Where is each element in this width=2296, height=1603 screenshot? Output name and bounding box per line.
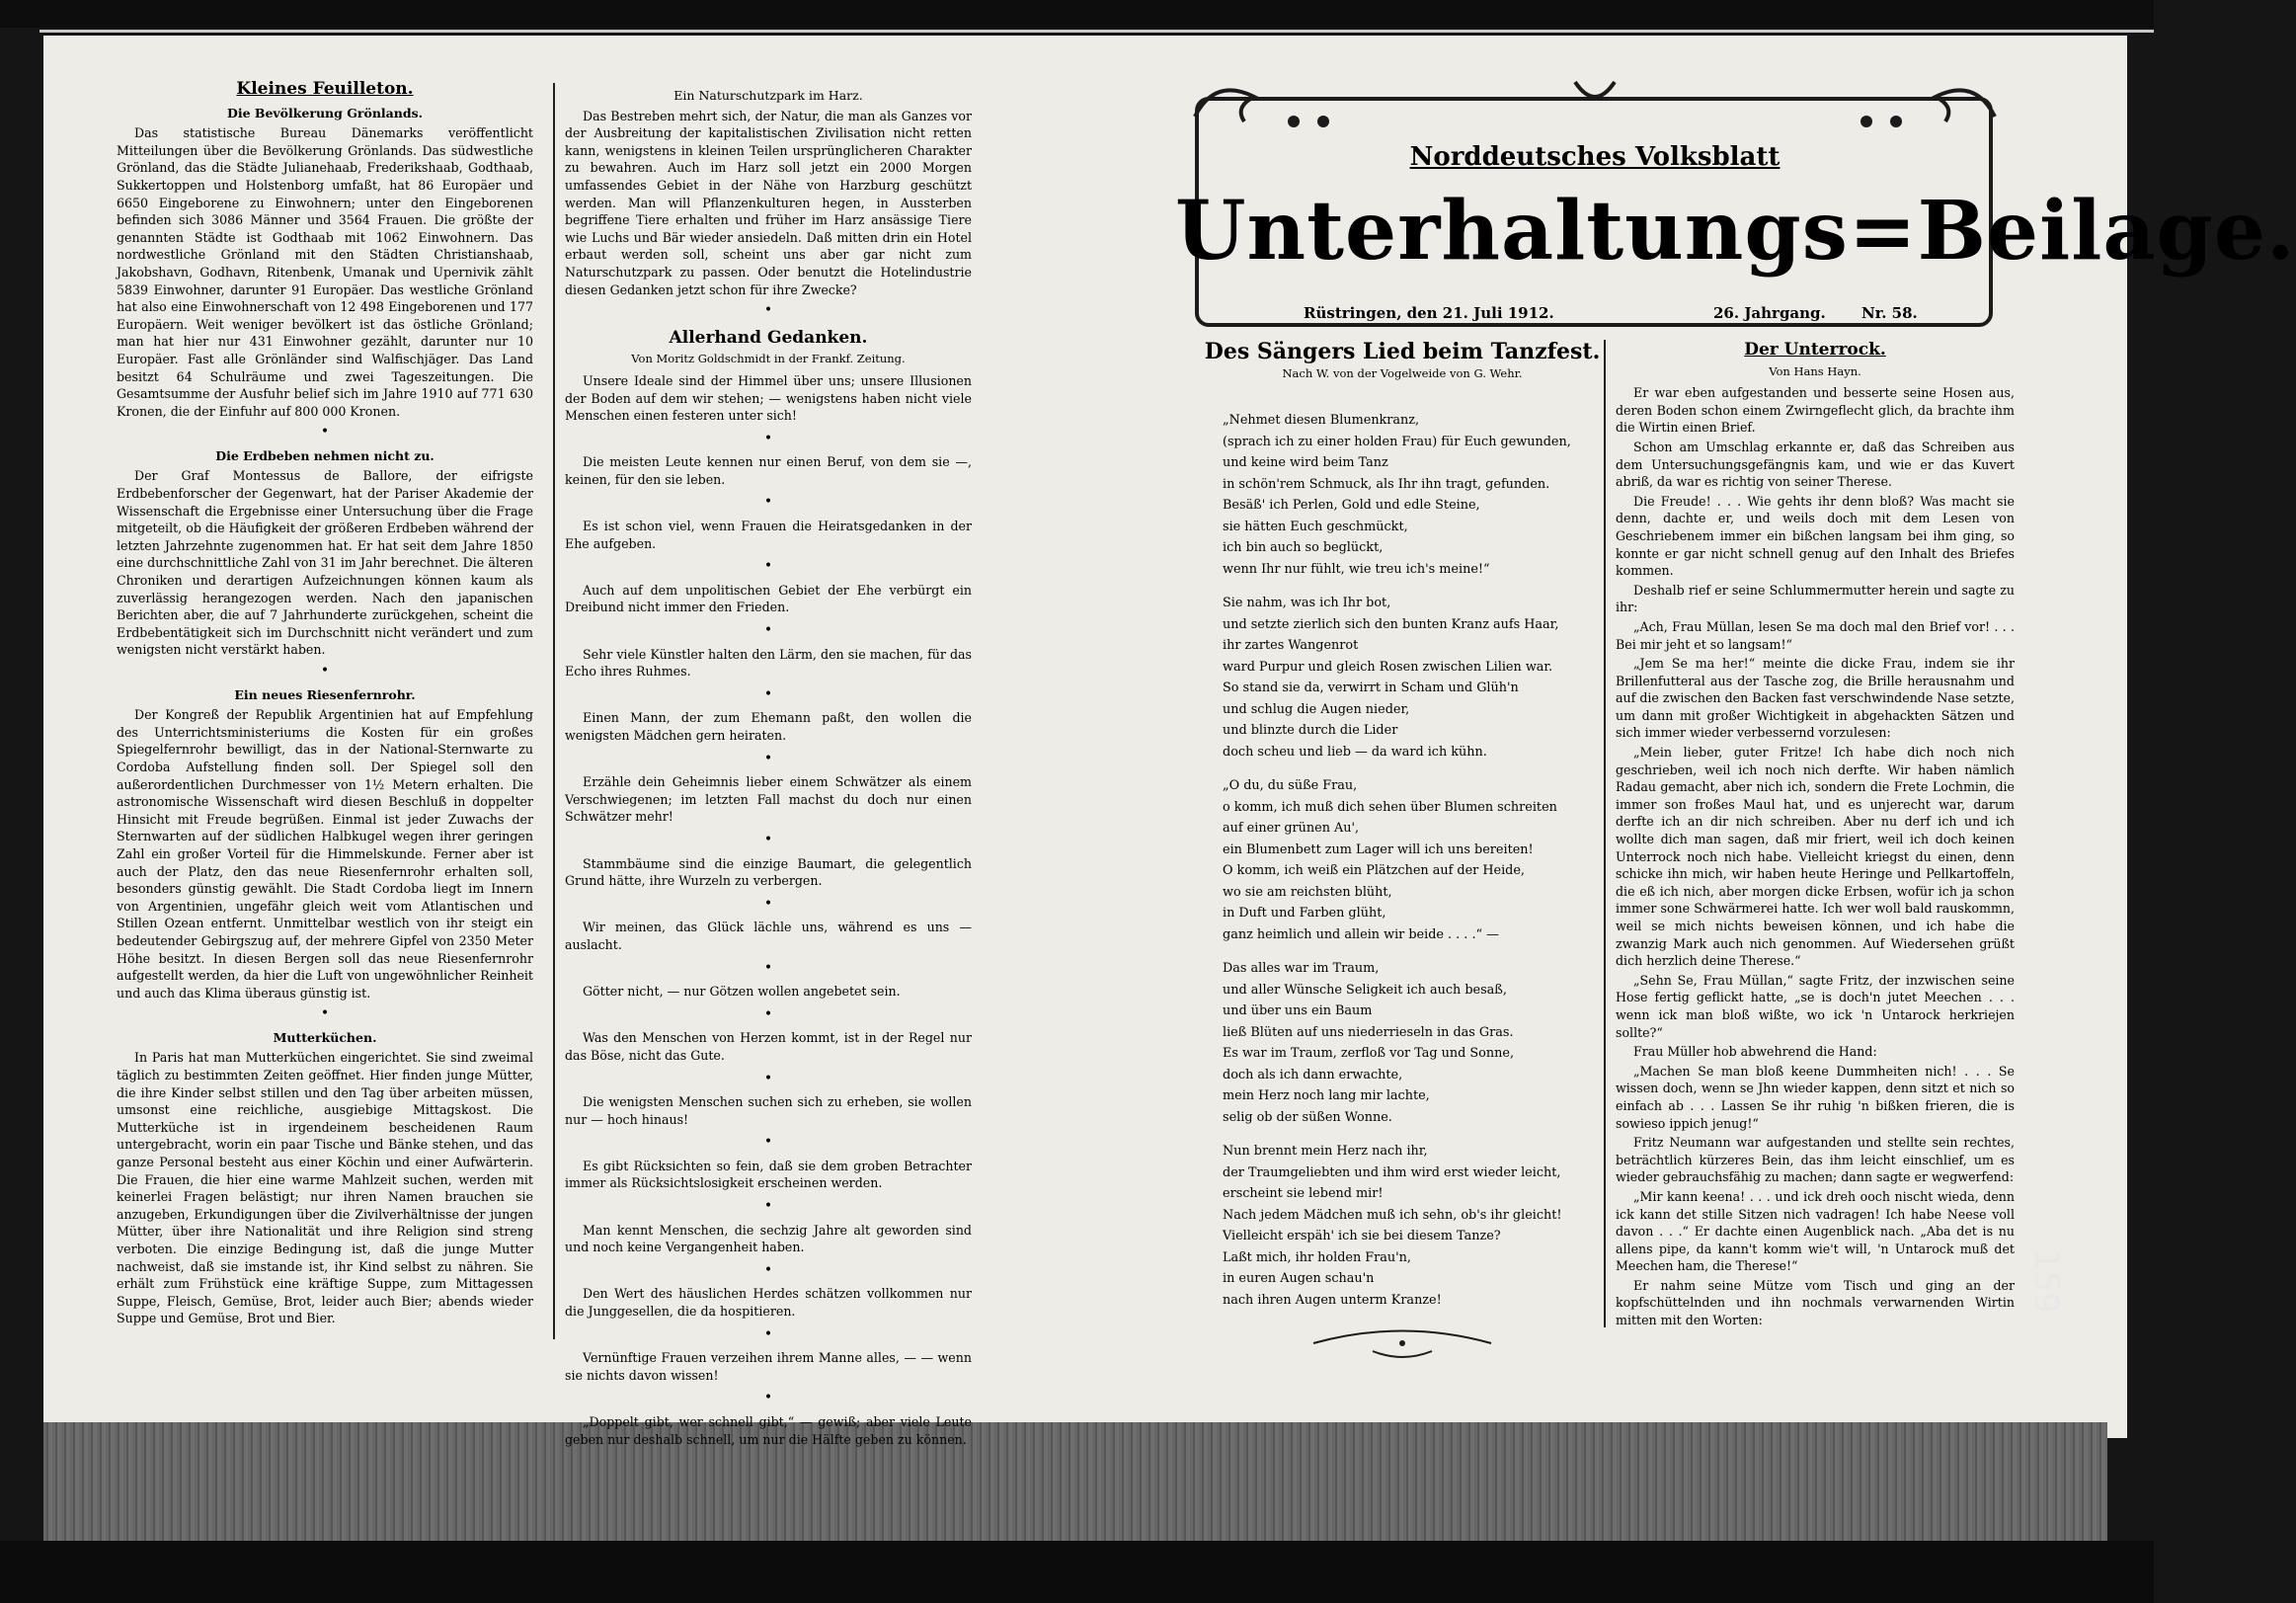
article-body: In Paris hat man Mutterküchen eingerichtet. Sie sind zweimal täglich zu bestimmten Zeiten geöffnet. Hier finden junge Mütter, die ihre Kinder selbst stillen und den Tag über arbeiten müssen, umsonst eine reichliche, ausgiebige Mittagskost. Die Mutterküche ist in irgendeinem bescheidenen Raum untergebracht, worin ein paar Tische und Bänke stehen, und das ganze Personal besteht aus einer Köchin und einer Aufwärterin. Die Frauen, die hier eine warme Mahlzeit suchen, werden mit keinerlei Fragen belästigt; nur ihren Namen brauchen sie anzugeben, Erkundigungen über die Zivilverhältnisse der jungen Mütter, über ihre Nationalität und ihre Religion sind streng verboten. Die einzige Bedingung ist, daß die junge Mutter nachweist, daß sie imstande ist, ihr Kind selbst zu nähren. Sie erhält zum Frühstück eine kräftige Suppe, zum Mittagessen Suppe, Fleisch, Gemüse, Brot, leider auch Bier; abends wieder Suppe und Gemüse, Brot und Bier. <box>117 1050 533 1326</box>
poem-line: O komm, ich weiß ein Plätzchen auf der Heide, <box>1223 863 1525 879</box>
masthead <box>1175 57 2296 344</box>
separator-dot: • <box>320 424 330 441</box>
thought-item: Wir meinen, das Glück lächle uns, während es uns — auslacht. <box>565 920 972 952</box>
volume: 26. Jahrgang. <box>1713 304 1826 322</box>
story-paragraph: „Ach, Frau Müllan, lesen Se ma doch mal den Brief vor! . . . Bei mir jeht et so langsam!“ <box>1616 618 2015 652</box>
poem-line: (sprach ich zu einer holden Frau) für Euch gewunden, <box>1223 434 1571 449</box>
stanza <box>1223 775 1602 945</box>
separator-dot: • <box>320 1005 330 1022</box>
section-header: Kleines Feuilleton. <box>236 79 414 99</box>
place-date: Rüstringen, den 21. Juli 1912. <box>1304 304 1554 322</box>
column-feuilleton <box>117 81 533 1329</box>
poem-line: Vielleicht erspäh' ich sie bei diesem Tanze? <box>1223 1229 1501 1244</box>
masthead-title: Unterhaltungs=Beilage. <box>1175 184 2296 279</box>
poem-line: ward Purpur und gleich Rosen zwischen Lilien war. <box>1223 659 1553 675</box>
story-paragraph: „Jem Se ma her!“ meinte die dicke Frau, indem sie ihr Brillenfutteral aus der Tasche zog, die Brille herausnahm und auf die zwischen den Backen fast verschwindende Nase setzte, um dann mit großer Wichtigkeit in abgehackten Sätzen und sich immer wieder verbessernd vorzulesen: <box>1616 656 2015 741</box>
thought-item: Es gibt Rücksichten so fein, daß sie dem groben Betrachter immer als Rücksichtslosigkeit erscheinen werden. <box>565 1158 972 1191</box>
thought-item: Vernünftige Frauen verzeihen ihrem Manne alles, — — wenn sie nichts davon wissen! <box>565 1350 972 1383</box>
separator-dot: • <box>763 1070 773 1086</box>
story-paragraph: „Machen Se man bloß keene Dummheiten nich! . . . Se wissen doch, wenn se Jhn wieder kappen, denn sitzt et nich so einfach ab . . . Lassen Se ihr ruhig 'n bißken frieren, die is sowieso ippich jenug!“ <box>1616 1063 2015 1131</box>
poem-line: sie hätten Euch geschmückt, <box>1223 519 1408 534</box>
stanza <box>1223 958 1602 1128</box>
separator-dot: • <box>763 959 773 976</box>
story-paragraph: Schon am Umschlag erkannte er, daß das Schreiben aus dem Untersuchungsgefängnis kam, und wie er das Kuvert abriß, da war es richtig von seiner Therese. <box>1616 439 2015 490</box>
scan-bottom-border <box>0 1541 2154 1603</box>
article-title: Mutterküchen. <box>273 1029 377 1045</box>
poem-line: und aller Wünsche Seligkeit ich auch besaß, <box>1223 982 1507 998</box>
thought-item: Es ist schon viel, wenn Frauen die Heiratsgedanken in der Ehe aufgeben. <box>565 519 972 551</box>
byline: Von Moritz Goldschmidt in der Frankf. Zeitung. <box>631 352 906 366</box>
separator-dot: • <box>763 1261 773 1278</box>
article-body: Das Bestreben mehrt sich, der Natur, die man als Ganzes vor der Ausbreitung der kapitalistischen Zivilisation nicht retten kann, wenigstens in kleinen Teilen ursprünglicheren Charakter zu bewahren. Auch im Harz soll jetzt ein 2000 Morgen umfassendes Gebiet in der Nähe von Harzburg geschützt werden. Man will Pflanzenkulturen hegen, in Aussterben begriffene Tiere erhalten und früher im Harz ansässige Tiere wie Luchs und Bär wieder ansiedeln. Daß mitten drin ein Hotel erbaut werden soll, scheint uns aber gar nicht zum Naturschutzpark zu passen. Oder benutzt die Hotelindustrie diesen Gedanken jetzt schon für ihre Zwecke? <box>565 108 972 297</box>
poem-line: Sie nahm, was ich Ihr bot, <box>1223 596 1391 611</box>
stanza <box>1223 410 1602 580</box>
separator-dot: • <box>320 663 330 679</box>
column-story <box>1616 342 2015 1331</box>
poem-line: Nach jedem Mädchen muß ich sehn, ob's ihr gleicht! <box>1223 1207 1562 1223</box>
poem-line: „O du, du süße Frau, <box>1223 778 1358 794</box>
stanza <box>1223 1141 1602 1311</box>
separator-dot: • <box>763 558 773 575</box>
separator-dot: • <box>763 685 773 702</box>
separator-dot: • <box>763 430 773 446</box>
story-paragraph: Deshalb rief er seine Schlummermutter herein und sagte zu ihr: <box>1616 582 2015 615</box>
poem-line: So stand sie da, verwirrt in Scham und Glüh'n <box>1223 681 1519 696</box>
thought-item: Was den Menschen von Herzen kommt, ist in der Regel nur das Böse, nicht das Gute. <box>565 1030 972 1063</box>
poem-line: Laßt mich, ihr holden Frau'n, <box>1223 1249 1411 1265</box>
article-title: Ein Naturschutzpark im Harz. <box>673 88 863 103</box>
article-body: Das statistische Bureau Dänemarks veröffentlicht Mitteilungen über die Bevölkerung Grönlands. Das südwestliche Grönland, das die Städte Julianehaab, Frederikshaab, Godthaab, Sukkertoppen und Holstenborg umfaßt, hat 86 Europäer und 6650 Eingeborene zu Einwohnern; unter den Eingeborenen befinden sich 3086 Männer und 3564 Frauen. Die größte der genannten Städte ist Godthaab mit 1062 Einwohnern. Das nordwestliche Grönland mit den Städten Christianshaab, Jakobshavn, Godhavn, Ritenbenk, Umanak und Upernivik zählt 5839 Einwohner, darunter 91 Europäer. Das westliche Grönland hat also eine Einwohnerschaft von 12 498 Eingeborenen und 177 Europäern. Weit weniger bevölkert ist das östliche Grönland; man hat hier nur 431 Einwohner gezählt, darunter nur 10 Europäer. Fast alle Grönländer sind Walfischjäger. Das Land besitzt 64 Schulräume und zwei Tageszeitungen. Die Gesamtsumme der Ausfuhr belief sich im Jahre 1910 auf 771 630 Kronen, die der Einfuhr auf 800 000 Kronen. <box>117 125 533 419</box>
poem-line: ich bin auch so beglückt, <box>1223 540 1384 556</box>
story-paragraph: Frau Müller hob abwehrend die Hand: <box>1633 1044 1877 1060</box>
poem-line: doch als ich dann erwachte, <box>1223 1067 1403 1082</box>
poem-line: auf einer grünen Au', <box>1223 821 1360 837</box>
thought-item: Man kennt Menschen, die sechzig Jahre alt geworden sind und noch keine Vergangenheit haben. <box>565 1222 972 1255</box>
poem-line: „Nehmet diesen Blumenkranz, <box>1223 413 1420 429</box>
poem-line: in euren Augen schau'n <box>1223 1271 1375 1287</box>
separator-dot: • <box>763 494 773 511</box>
poem-line: wenn Ihr nur fühlt, wie treu ich's meine!“ <box>1223 561 1490 577</box>
article-title: Die Bevölkerung Grönlands. <box>227 105 423 120</box>
story-paragraph: Die Freude! . . . Wie gehts ihr denn bloß? Was macht sie denn, dachte er, und weils doch mit dem Lesen von Geschriebenem immer ein bißchen langsam bei ihm ging, so konnte er gar nicht schnell genug auf den Inhalt des Briefes kommen. <box>1616 493 2015 579</box>
issue-number: Nr. 58. <box>1861 304 1918 322</box>
column-thoughts <box>565 81 972 1450</box>
column-rule <box>553 83 555 1339</box>
poem-line: und schlug die Augen nieder, <box>1223 701 1410 717</box>
article-title: Ein neues Riesenfernrohr. <box>234 686 416 702</box>
poem-line: in schön'rem Schmuck, als Ihr ihn tragt, gefunden. <box>1223 476 1550 492</box>
poem-line: Das alles war im Traum, <box>1223 961 1380 977</box>
poem-line: erscheint sie lebend mir! <box>1223 1186 1384 1202</box>
poem-line: Nun brennt mein Herz nach ihr, <box>1223 1144 1428 1160</box>
poem-line: Besäß' ich Perlen, Gold und edle Steine, <box>1223 498 1480 514</box>
thought-item: Den Wert des häuslichen Herdes schätzen vollkommen nur die Junggesellen, die da hospitieren. <box>565 1286 972 1320</box>
poem-line: und keine wird beim Tanz <box>1223 455 1388 471</box>
story-paragraph: Er nahm seine Mütze vom Tisch und ging an der kopfschüttelnden und ihn nochmals verwarnenden Wirtin mitten mit den Worten: <box>1616 1277 2015 1328</box>
poem-line: doch scheu und lieb — da ward ich kühn. <box>1223 744 1487 760</box>
poem-line: mein Herz noch lang mir lachte, <box>1223 1088 1430 1104</box>
article-body: Der Kongreß der Republik Argentinien hat auf Empfehlung des Unterrichtsministeriums die Kosten für ein großes Spiegelfernrohr bewilligt, das in der National-Sternwarte zu Cordoba Aufstellung finden soll. Der Spiegel soll den außerordentlichen Durchmesser von 1½ Metern erhalten. Die astronomische Wissenschaft wird diesen Beschluß in doppelter Hinsicht mit Freude begrüßen. Einmal ist jeder Zuwachs der Sternwarten auf der südlichen Halbkugel wegen ihrer geringen Zahl ein großer Vorteil für die Himmelskunde. Ferner aber ist auch der Platz, den das neue Riesenfernrohr erhalten soll, besonders günstig gewählt. Die Stadt Cordoba liegt im Innern von Argentinien, ungefähr gleich weit vom Atlantischen und Stillen Ozean entfernt. Unmittelbar westlich von ihr steigt ein bedeutender Gebirgszug auf, der mehrere Gipfel von 2350 Meter Höhe besitzt. In diesen Bergen soll das neue Riesenfernrohr aufgestellt werden, da hier die Luft von ungewöhnlicher Reinheit und auch das Klima überaus günstig ist. <box>117 707 533 1001</box>
poem-line: ganz heimlich und allein wir beide . . . .“ — <box>1223 926 1499 942</box>
poem-line: und blinzte durch die Lider <box>1223 723 1398 739</box>
paper-name: Norddeutsches Volksblatt <box>1409 142 1781 172</box>
story-body <box>1616 384 2015 1328</box>
poem-line: o komm, ich muß dich sehen über Blumen schreiten <box>1223 799 1557 815</box>
separator-dot: • <box>763 1198 773 1215</box>
thought-item: Erzähle dein Geheimnis lieber einem Schwätzer als einem Verschwiegenen; im letzten Fall machst du doch nur einen Schwätzer mehr! <box>565 774 972 825</box>
separator-dot: • <box>763 1134 773 1151</box>
thought-item: Unsere Ideale sind der Himmel über uns; unsere Illusionen der Boden auf dem wir stehen; — wenigstens haben nicht viele Menschen einen festeren unter sich! <box>565 372 972 424</box>
separator-dot: • <box>763 1390 773 1406</box>
story-title: Der Unterrock. <box>1744 340 1886 360</box>
separator-dot: • <box>763 895 773 912</box>
article-body: Der Graf Montessus de Ballore, der eifrigste Erdbebenforscher der Gegenwart, hat der Pariser Akademie der Wissenschaft die Ergebnisse einer Untersuchung über die Frage mitgeteilt, ob die Häufigkeit der größeren Erdbeben während der letzten Jahrzehnte zugenommen hat. Er hat seit dem Jahre 1850 eine durchschnittliche Zahl von 31 im Jahr berechnet. Die älteren Chroniken und derartigen Aufzeichnungen können kaum als zuverlässig herangezogen werden. Nach den japanischen Berichten aber, die auf 7 Jahrhunderte zurückgehen, scheint die Erdbebentätigkeit sich im Durchschnitt nicht verändert und zum wenigsten nicht verstärkt haben. <box>117 468 533 658</box>
article-title: Die Erdbeben nehmen nicht zu. <box>215 447 435 463</box>
poem-line: und setzte zierlich sich den bunten Kranz aufs Haar, <box>1223 616 1559 632</box>
byline: Nach W. von der Vogelweide von G. Wehr. <box>1282 365 1523 380</box>
poem-line: und über uns ein Baum <box>1223 1003 1373 1019</box>
thought-item: Götter nicht, — nur Götzen wollen angebetet sein. <box>583 984 901 1000</box>
scan-top-line <box>40 30 2154 33</box>
separator-dot: • <box>763 750 773 766</box>
thought-item: Einen Mann, der zum Ehemann paßt, den wollen die wenigsten Mädchen gern heiraten. <box>565 710 972 743</box>
story-paragraph: Er war eben aufgestanden und besserte seine Hosen aus, deren Boden schon einem Zwirngeflecht glich, da brachte ihm die Wirtin einen Brief. <box>1616 385 2015 436</box>
thought-item: Stammbäume sind die einzige Baumart, die gelegentlich Grund hätte, ihre Wurzeln zu verbergen. <box>565 855 972 889</box>
stanza <box>1223 593 1602 762</box>
scan-noise <box>43 1422 2107 1541</box>
ornament-icon <box>1304 1323 1501 1363</box>
thoughts-list <box>565 372 972 1448</box>
poem-line: in Duft und Farben glüht, <box>1223 906 1386 922</box>
scan-top-border <box>0 0 2154 28</box>
poem-line: nach ihren Augen unterm Kranze! <box>1223 1292 1442 1308</box>
poem-title: Des Sängers Lied beim Tanzfest. <box>1204 339 1601 364</box>
thought-item: „Doppelt gibt, wer schnell gibt,“ — gewiß; aber viele Leute geben nur deshalb schnell, um nur die Hälfte geben zu können. <box>565 1414 972 1447</box>
byline: Von Hans Hayn. <box>1769 363 1861 378</box>
poem-stanzas <box>1203 410 1602 1311</box>
page-number: 159 <box>2026 1249 2066 1314</box>
separator-dot: • <box>763 622 773 639</box>
separator-dot: • <box>763 1325 773 1342</box>
story-paragraph: Fritz Neumann war aufgestanden und stellte sein rechtes, beträchtlich kürzeres Bein, das ihm leicht einschlief, um es wieder gebrauchsfähig zu machen; dann sagte er wegwerfend: <box>1616 1135 2015 1185</box>
poem-line: ein Blumenbett zum Lager will ich uns bereiten! <box>1223 842 1534 857</box>
poem-line: ließ Blüten auf uns niederrieseln in das Gras. <box>1223 1024 1514 1040</box>
poem-line: ihr zartes Wangenrot <box>1223 638 1359 654</box>
column-poem <box>1203 339 1602 1363</box>
thought-item: Sehr viele Künstler halten den Lärm, den sie machen, für das Echo ihres Ruhmes. <box>565 646 972 680</box>
separator-dot: • <box>763 831 773 847</box>
article-title: Allerhand Gedanken. <box>669 327 868 348</box>
story-paragraph: „Mein lieber, guter Fritze! Ich habe dich noch nich geschrieben, weil ich noch nich derfte. Wir haben nämlich Radau gemacht, aber nich ich, sondern die Frete Lochmin, die immer son froßes Maul hat, und es unjerecht war, darum derfte ich an dir nich schreiben. Aber nu derf ich und ich wollte dich man sagen, daß mir friert, weil ich doch keinen Unterrock noch nich habe. Vielleicht kriegst du einen, denn schicke ihn mich, wir haben heute Heringe und Pellkartoffeln, die eß ich nich, aber morgen dicke Erbsen, wofür ich ja schon immer sone Schwärmerei hatte. Ich wer woll bald rauskommn, weil se mich nichts beweisen können, und ich habe die zwanzig Mark auch nich genommen. Auf Wiedersehen grüßt dich herzlich deine Therese.“ <box>1616 745 2015 969</box>
poem-line: Es war im Traum, zerfloß vor Tag und Sonne, <box>1223 1046 1515 1062</box>
thought-item: Die wenigsten Menschen suchen sich zu erheben, sie wollen nur — hoch hinaus! <box>565 1094 972 1127</box>
poem-line: selig ob der süßen Wonne. <box>1223 1109 1392 1125</box>
ornament-icon <box>1175 77 2015 136</box>
separator-dot: • <box>763 1005 773 1022</box>
poem-line: der Traumgeliebten und ihm wird erst wieder leicht, <box>1223 1164 1561 1180</box>
story-paragraph: „Mir kann keena! . . . und ick dreh ooch nischt wieda, denn ick kann det stille Sitzen nich vadragen! Ich habe Neese voll davon . . .“ Er dachte einen Augenblick nach. „Aba det is nu allens pipe, da kann't komm wie't will, 'n Untarock muß det Meechen ham, die Therese!“ <box>1616 1188 2015 1274</box>
poem-line: wo sie am reichsten blüht, <box>1223 884 1392 900</box>
thought-item: Die meisten Leute kennen nur einen Beruf, von dem sie —, keinen, für den sie leben. <box>565 454 972 487</box>
separator-dot: • <box>763 302 773 319</box>
story-paragraph: „Sehn Se, Frau Müllan,“ sagte Fritz, der inzwischen seine Hose fertig geflickt hatte, „se is doch'n jutet Meechen . . . wenn ick man bloß wißte, wo ick 'n Untarock herkriejen sollte?“ <box>1616 972 2015 1040</box>
column-rule <box>1604 340 1606 1327</box>
thought-item: Auch auf dem unpolitischen Gebiet der Ehe verbürgt ein Dreibund nicht immer den Frieden. <box>565 582 972 615</box>
